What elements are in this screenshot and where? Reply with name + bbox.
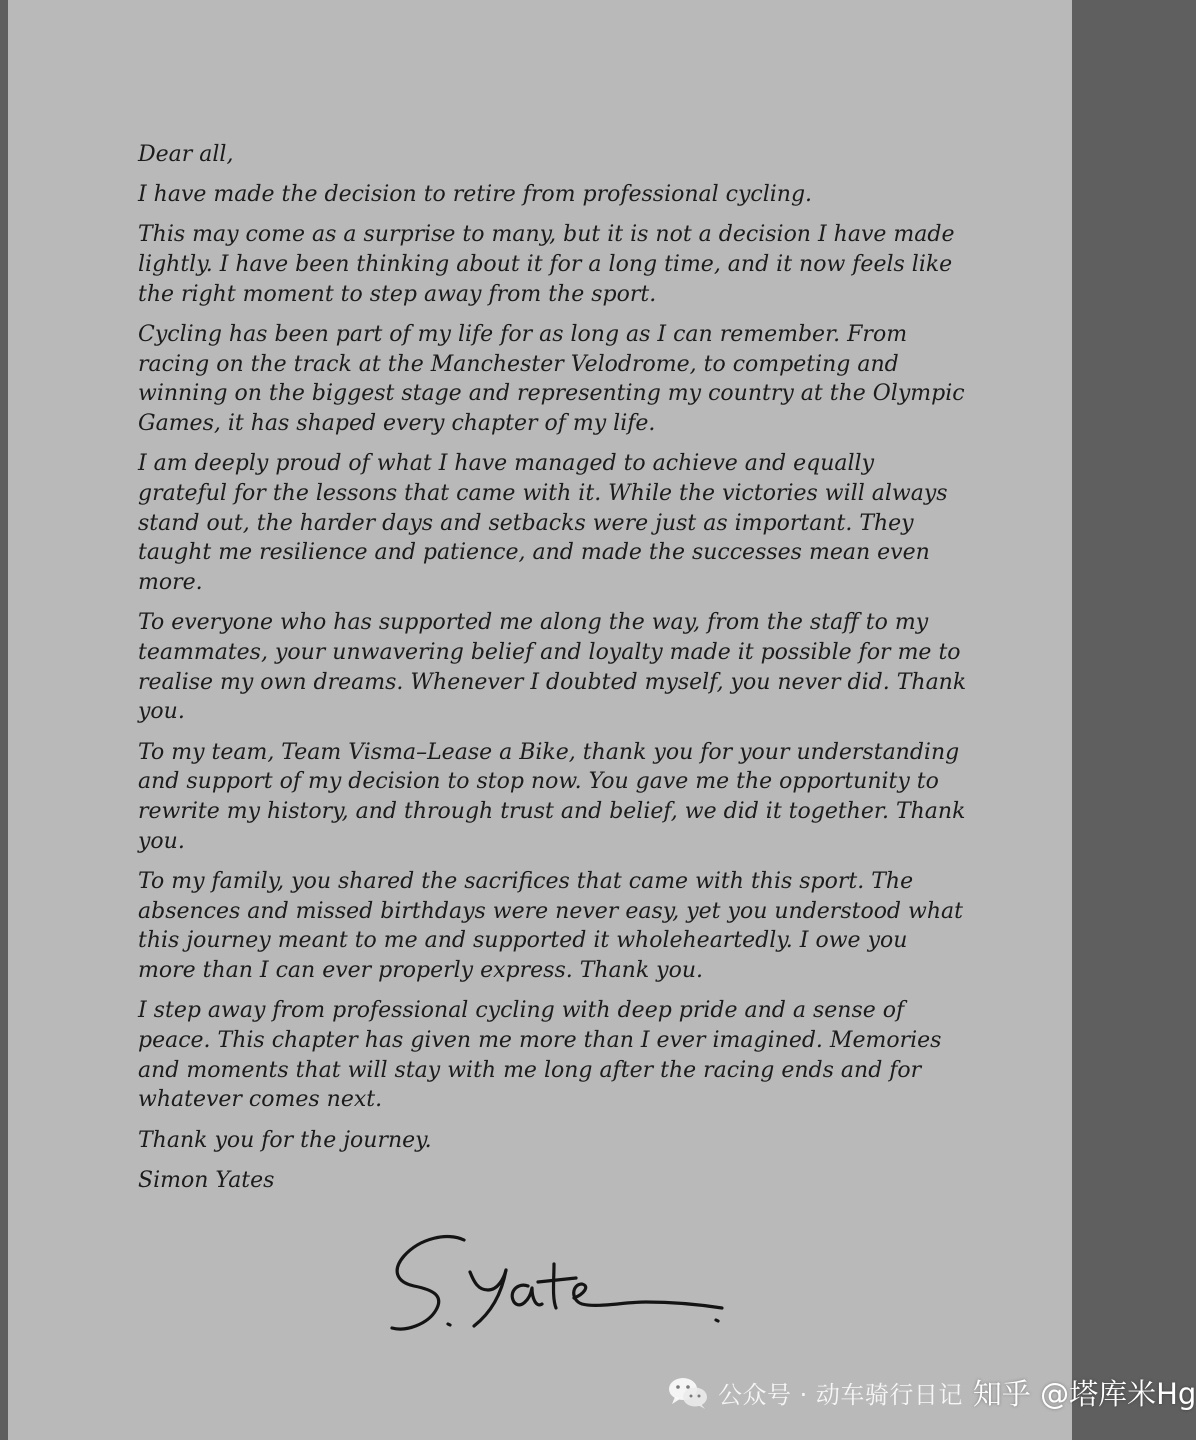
paragraph-8: I step away from professional cycling with deep pride and a sense of peace. This chapter has given me more than I ever imagined. Memories and moments that will stay with me long after the racing ends and for whatever comes next. xyxy=(138,998,942,1113)
paragraph-1: I have made the decision to retire from professional cycling. xyxy=(138,182,813,208)
paragraph-5: To everyone who has supported me along the way, from the staff to my teammates, your unwavering belief and loyalty made it possible for me to realise my own dreams. Whenever I doubted myself, you never did. Thank you. xyxy=(138,610,967,725)
paragraph-3: Cycling has been part of my life for as long as I can remember. From racing on the track at the Manchester Velodrome, to competing and winning on the biggest stage and representing my country at the Olympic Games, it has shaped every chapter of my life. xyxy=(138,322,965,437)
paragraph-2: This may come as a surprise to many, but it is not a decision I have made lightly. I have been thinking about it for a long time, and it now feels like the right moment to step away from the sport. xyxy=(138,222,955,307)
wechat-account-label: 公众号 · 动车骑行日记 xyxy=(718,1381,963,1409)
zhihu-author-label: 知乎 @塔库米Hg xyxy=(972,1377,1196,1411)
wechat-icon xyxy=(668,1376,708,1410)
salutation: Dear all, xyxy=(138,142,234,167)
source-watermark xyxy=(668,1372,1196,1413)
handwritten-signature xyxy=(378,1228,728,1343)
closing-line: Thank you for the journey. xyxy=(138,1127,432,1153)
paragraph-6: To my team, Team Visma–Lease a Bike, thank you for your understanding and support of my decision to stop now. You gave me the opportunity to rewrite my history, and through trust and belief, we did it together. Thank you. xyxy=(138,739,966,854)
author-name: Simon Yates xyxy=(138,1167,275,1193)
letter-body xyxy=(138,140,968,1206)
paragraph-4: I am deeply proud of what I have managed to achieve and equally grateful for the lessons that came with it. While the victories will always stand out, the harder days and setbacks were just as important. They taught me resilience and patience, and made the successes mean even more. xyxy=(138,451,948,596)
letter-page xyxy=(8,0,1196,1440)
paragraph-7: To my family, you shared the sacrifices that came with this sport. The absences and missed birthdays were never easy, yet you understood what this journey meant to me and supported it wholeheartedly. I owe you more than I can ever properly express. Thank you. xyxy=(138,868,963,984)
